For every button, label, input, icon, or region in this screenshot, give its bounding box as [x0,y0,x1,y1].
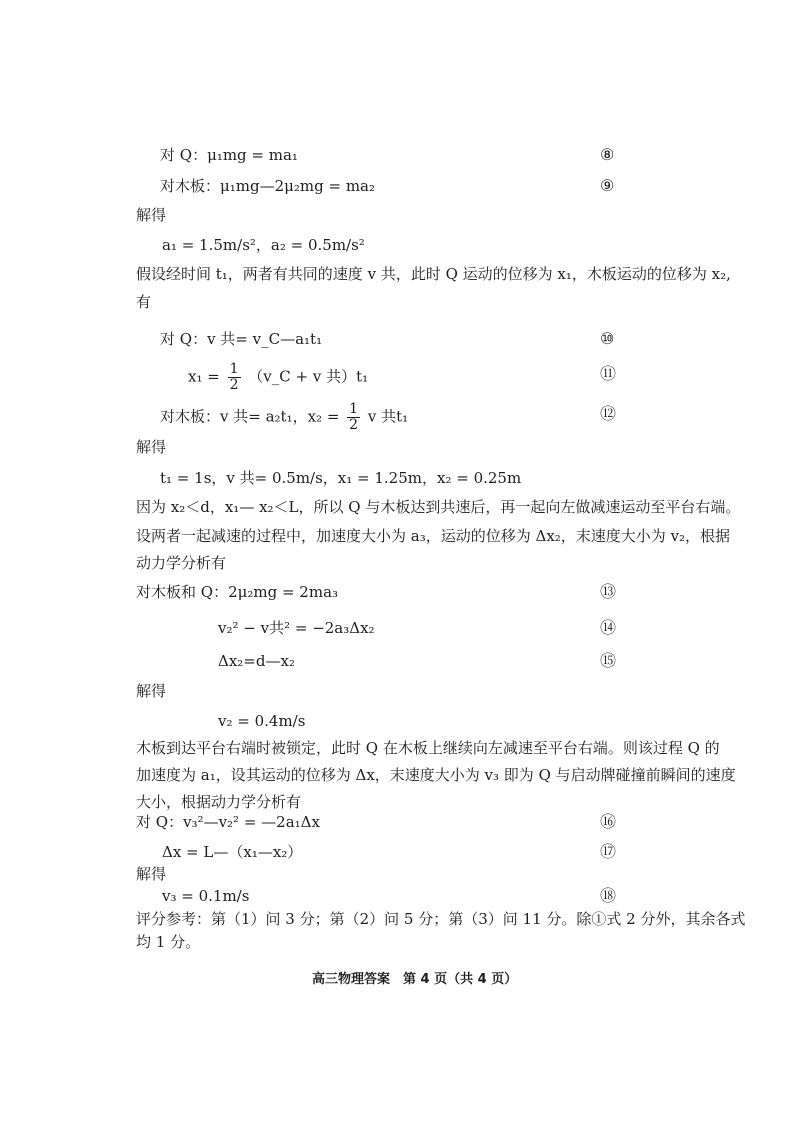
paragraph-locked-cont: 加速度为 a₁，设其运动的位移为 Δx，末速度大小为 v₃ 即为 Q 与启动牌碰撞前瞬间的速度 [136,766,736,784]
scoring-reference: 评分参考：第（1）问 3 分；第（2）问 5 分；第（3）问 11 分。除①式 2 分外，其余各式 [136,910,746,928]
fraction-half: $\frac{1}{2}$ [229,361,239,393]
eq-board-velocity: 对木板：v 共= a₂t₁，x₂ = $\frac{1}{2}$ v 共t₁ [160,401,409,433]
solve-label: 解得 [136,206,167,224]
paragraph-assumption: 假设经时间 t₁，两者有共同的速度 v 共，此时 Q 运动的位移为 x₁，木板运动的位移为 x₂, [136,265,731,283]
paragraph-decel: 设两者一起减速的过程中，加速度大小为 a₃，运动的位移为 Δx₂，末速度大小为 v₂，根据 [136,527,731,545]
result-accelerations: a₁ = 1.5m/s²，a₂ = 0.5m/s² [162,236,365,254]
solve-label: 解得 [136,865,167,883]
scoring-reference-cont: 均 1 分。 [136,933,201,951]
solve-label: 解得 [136,682,167,700]
eq-number-8: ⑧ [600,145,615,164]
eq-x1: x₁ = $\frac{1}{2}$ （v_C + v 共）t₁ [188,361,369,393]
eq-board-force: 对木板：μ₁mg—2μ₂mg = ma₂ [160,177,376,195]
eq-kinematics-v2: v₂² − v共² = −2a₃Δx₂ [218,619,375,637]
paragraph-decel-cont: 动力学分析有 [136,554,227,572]
paragraph-locked: 木板到达平台右端时被锁定，此时 Q 在木板上继续向左减速至平台右端。则该过程 Q 的 [136,739,720,757]
eq-q-force: 对 Q：μ₁mg = ma₁ [160,146,298,164]
eq-kinematics-v3: 对 Q：v₃²—v₂² = —2a₁Δx [136,813,320,831]
eq-number-9: ⑨ [600,176,615,195]
fraction-half: $\frac{1}{2}$ [349,401,359,433]
paragraph-locked-end: 大小，根据动力学分析有 [136,793,302,811]
eq-combined-force: 对木板和 Q：2μ₂mg = 2ma₃ [136,583,339,601]
result-v2: v₂ = 0.4m/s [218,712,306,730]
eq-number-11: ⑪ [600,364,617,383]
result-time-velocity: t₁ = 1s，v 共= 0.5m/s，x₁ = 1.25m，x₂ = 0.25m [160,469,522,487]
solve-label: 解得 [136,438,167,456]
eq-number-13: ⑬ [600,582,617,601]
eq-number-12: ⑫ [600,404,617,423]
eq-number-16: ⑯ [600,812,617,831]
eq-common-velocity: 对 Q：v 共= v_C—a₁t₁ [160,330,323,348]
paragraph-assumption-cont: 有 [136,293,152,311]
eq-delta-x2: Δx₂=d—x₂ [218,652,295,670]
eq-number-15: ⑮ [600,651,617,670]
eq-delta-x: Δx = L—（x₁—x₂） [162,843,303,861]
result-v3: v₃ = 0.1m/s [162,887,250,905]
paragraph-because: 因为 x₂＜d，x₁— x₂＜L，所以 Q 与木板达到共速后，再一起向左做减速运动至平台右端。 [136,498,741,516]
eq-number-14: ⑭ [600,618,617,637]
page-footer: 高三物理答案 第 4 页（共 4 页） [312,972,518,987]
eq-number-18: ⑱ [600,886,617,905]
eq-number-17: ⑰ [600,842,617,861]
eq-number-10: ⑩ [600,329,615,348]
